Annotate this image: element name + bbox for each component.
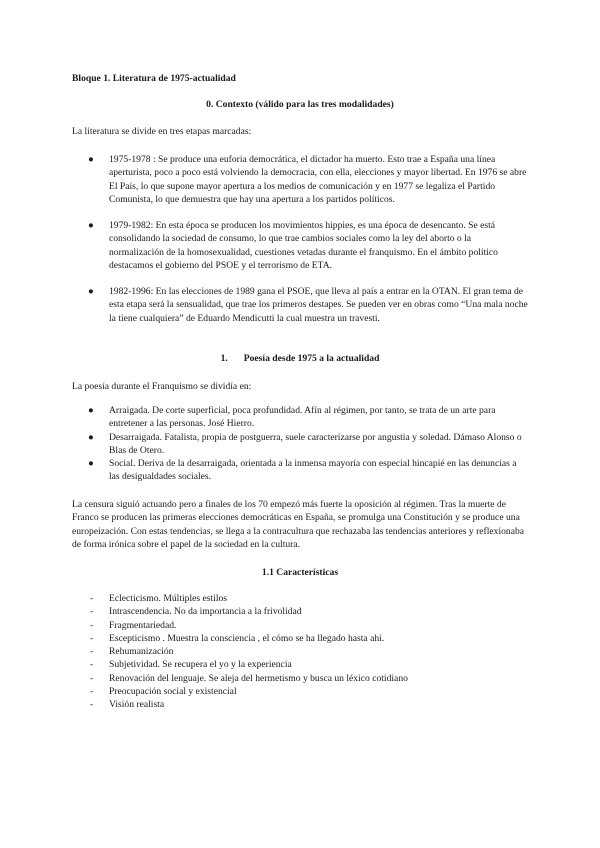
list-item	[72, 592, 528, 605]
list-item	[72, 619, 528, 632]
bullet-marker: ●	[88, 431, 94, 443]
list-item-text: Social. Deriva de la desarraigada, orientada a la inmensa mayoría con especial hincapié en las denuncias a las desigualdades sociales.	[109, 458, 517, 483]
dash-marker: -	[90, 632, 94, 644]
list-item	[72, 632, 528, 645]
list-item	[72, 153, 528, 206]
list-item	[72, 672, 528, 685]
list-item-text: Rehumanización	[109, 646, 174, 658]
bullet-marker: ●	[88, 458, 94, 470]
list-item	[72, 285, 528, 325]
dash-marker: -	[90, 619, 94, 631]
section-0-intro: La literatura se divide en tres etapas marcadas:	[72, 126, 252, 137]
dash-marker: -	[90, 593, 94, 604]
section-0-heading: 0. Contexto (válido para las tres modalidades)	[206, 99, 394, 110]
list-item	[72, 457, 528, 484]
section-1-number: 1.	[220, 353, 228, 364]
list-item-text: Renovación del lenguaje. Se aleja del hermetismo y busca un léxico cotidiano	[109, 672, 408, 684]
dash-marker: -	[90, 606, 94, 618]
section-1-list	[72, 404, 528, 484]
list-item-text: Escepticismo . Muestra la consciencia , el cómo se ha llegado hasta ahí.	[109, 632, 385, 644]
list-item-text: Fragmentariedad.	[109, 619, 177, 631]
section-0-list	[72, 219, 528, 272]
list-item-text: Preocupación social y existencial	[109, 686, 237, 698]
dash-marker: -	[90, 699, 94, 711]
characteristics-list	[72, 592, 528, 712]
dash-marker: -	[90, 686, 94, 698]
subsection-1-1-heading: 1.1 Características	[261, 567, 339, 578]
list-item-text: 1979-1982: En esta época se producen los movimientos hippies, es una época de desencanto. Se está consolidando la sociedad de consumo, lo que trae cambios sociales como la ley del aborto o la normalización de la homosexualidad, cuestiones vetadas durante el franquismo. En el ámbito político destacamos el gobierno del PSOE y el terrorismo de ETA.	[109, 220, 498, 271]
list-item-text: Arraigada. De corte superficial, poca profundidad. Afín al régimen, por tanto, se trata de un arte para entretener a las personas. José Hierro.	[109, 405, 496, 430]
list-item	[72, 685, 528, 698]
list-item-text: Intrascendencia. No da importancia a la frivolidad	[109, 606, 302, 618]
list-item-text: 1982-1996: En las elecciones de 1989 gana el PSOE, que lleva al país a entrar en la OTAN. El gran tema de esta etapa será la sensualidad, que trae los primeros destapes. Se pueden ver en obras como “Una mala noche la tiene cualquiera” de Eduardo Mendicutti la cual muestra un travesti.	[109, 286, 528, 324]
section-0-list	[72, 153, 528, 206]
bullet-marker: ●	[88, 405, 94, 416]
list-item-text: Subjetividad. Se recupera el yo y la experiencia	[109, 659, 292, 671]
list-item	[72, 605, 528, 618]
section-1-heading-text: Poesía desde 1975 a la actualidad	[243, 353, 380, 364]
list-item-text: Desarraigada. Fatalista, propia de postguerra, suele caracterizarse por angustia y soledad. Dámaso Alonso o Blas de Otero.	[109, 431, 522, 456]
dash-marker: -	[90, 659, 94, 671]
dash-marker: -	[90, 672, 94, 684]
list-item-text: Visión realista	[109, 699, 165, 711]
document-title: Bloque 1. Literatura de 1975-actualidad	[72, 73, 236, 84]
list-item-text: Eclecticismo. Múltiples estilos	[109, 593, 228, 604]
section-1-paragraph: La censura siguió actuando pero a finales de los 70 empezó más fuerte la oposición al régimen. Tras la muerte de Franco se producen las primeras elecciones democráticas en España, se promulga una Constitución y se produce una europeización. Con estas tendencias, se llega a la contracultura que rechazaba las tendencias anteriores y reflexionaba de forma irónica sobre el papel de la sociedad en la cultura.	[72, 499, 525, 550]
bullet-marker: ●	[88, 286, 94, 297]
list-item	[72, 404, 528, 431]
list-item	[72, 698, 528, 711]
section-0-list	[72, 285, 528, 325]
dash-marker: -	[90, 646, 94, 658]
bullet-marker: ●	[88, 220, 94, 231]
section-1-heading	[72, 352, 528, 365]
section-1-intro: La poesía durante el Franquismo se dividía en:	[72, 381, 252, 392]
bullet-marker: ●	[88, 154, 94, 165]
list-item-text: 1975-1978 : Se produce una euforia democrática, el dictador ha muerto. Esto trae a España una línea aperturista, poco a poco está volviendo la democracia, con ella, elecciones y mayor libertad. En 1976 se abre El País, lo que supone mayor apertura a los medios de comunicación y en 1977 se legaliza el Partido Comunista, lo que demuestra que hay una apertura a los partidos políticos.	[109, 154, 527, 205]
list-item	[72, 431, 528, 458]
list-item	[72, 645, 528, 658]
list-item	[72, 658, 528, 671]
list-item	[72, 219, 528, 272]
